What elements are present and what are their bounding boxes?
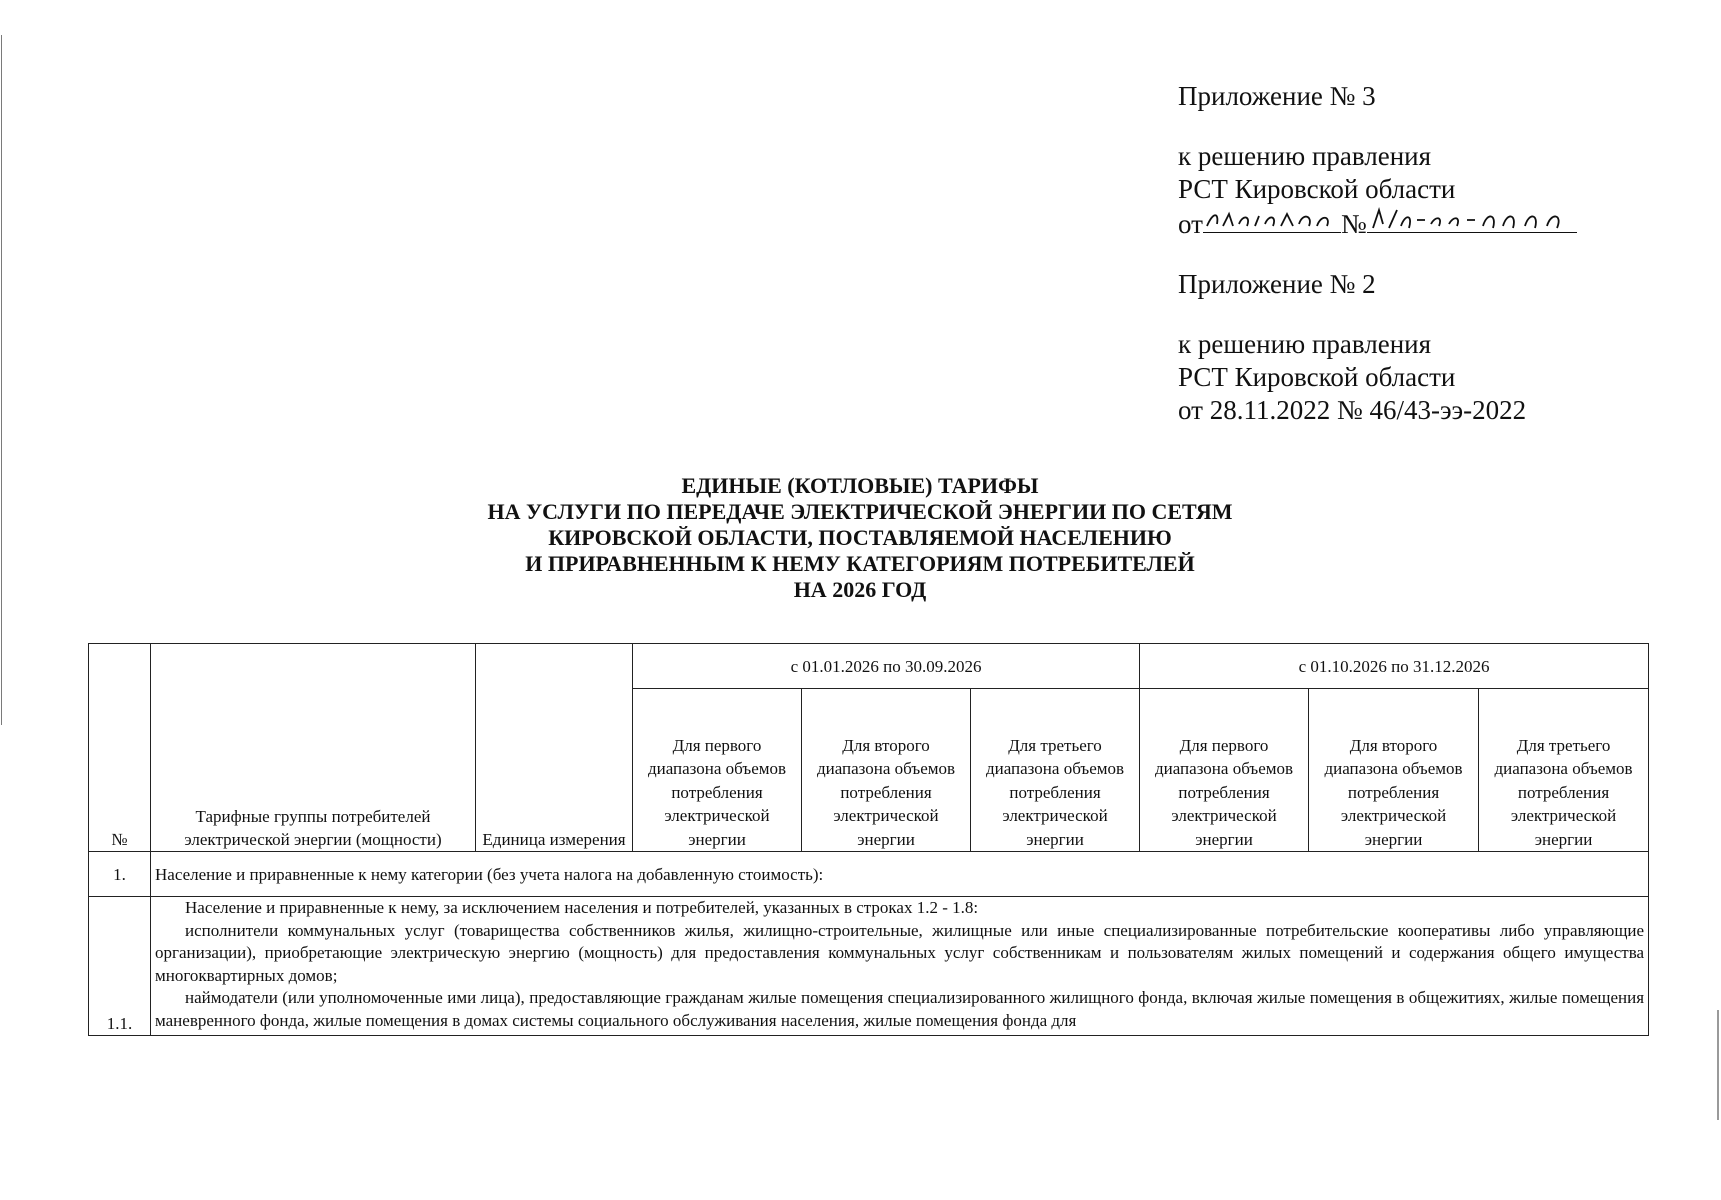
- handwritten-date-scribble: [1203, 204, 1341, 234]
- scan-edge-line: [1, 35, 2, 725]
- header-tariff-groups: Тарифные группы потребителей электрической энергии (мощности): [151, 644, 476, 852]
- document-title: [330, 473, 1390, 603]
- header-row-periods: [89, 644, 1649, 689]
- header-p1-range-2: Для второго диапазона объемов потребления электрической энергии: [802, 689, 971, 852]
- row-number: 1.: [89, 852, 151, 897]
- handwritten-number: [1367, 206, 1577, 233]
- appendix-3-line2: РСТ Кировской области: [1178, 174, 1456, 204]
- handwritten-number-scribble: [1367, 204, 1577, 234]
- title-line-5: НА 2026 ГОД: [793, 577, 927, 602]
- row-paragraph: Население и приравненные к нему, за исключением населения и потребителей, указанных в строках 1.2 - 1.8:: [185, 898, 979, 917]
- row-paragraph: исполнители коммунальных услуг (товарищества собственников жилья, жилищно-строительные, жилищные или иные специализированные потребительские кооперативы либо управляющие организации), приобретающие электрическую энергию (мощность) для предоставления коммунальных услуг собственникам и пользователям жилых помещений и содержания общего имущества многоквартирных домов;: [155, 920, 1645, 985]
- appendix-2-line1: к решению правления: [1178, 329, 1432, 359]
- header-unit: Единица измерения: [476, 644, 633, 852]
- scan-edge-mark: [1717, 1010, 1719, 1120]
- appendix-2-heading: Приложение № 2: [1178, 269, 1376, 299]
- title-line-4: И ПРИРАВНЕННЫМ К НЕМУ КАТЕГОРИЯМ ПОТРЕБИТЕЛЕЙ: [525, 551, 1195, 576]
- header-p1-range-1: Для первого диапазона объемов потребления электрической энергии: [633, 689, 802, 852]
- row-text: Население и приравненные к нему категории (без учета налога на добавленную стоимость):: [151, 852, 1649, 897]
- table-row: [89, 852, 1649, 897]
- title-line-1: ЕДИНЫЕ (КОТЛОВЫЕ) ТАРИФЫ: [681, 473, 1039, 498]
- table-row: [89, 897, 1649, 1036]
- appendix-2-line2: РСТ Кировской области: [1178, 362, 1456, 392]
- row-number: 1.1.: [89, 897, 151, 1036]
- row-paragraph: наймодатели (или уполномоченные ими лица), предоставляющие гражданам жилые помещения специализированного жилищного фонда, включая жилые помещения в общежитиях, жилые помещения маневренного фонда, жилые помещения в домах системы социального обслуживания населения, жилые помещения фонда для: [155, 988, 1645, 1030]
- header-number: №: [89, 644, 151, 852]
- header-period-2: с 01.10.2026 по 31.12.2026: [1140, 644, 1649, 689]
- header-period-1: с 01.01.2026 по 30.09.2026: [633, 644, 1140, 689]
- row-long-text: [151, 897, 1649, 1036]
- appendix-3-signature-line: [1178, 206, 1577, 241]
- header-p1-range-3: Для третьего диапазона объемов потребления электрической энергии: [971, 689, 1140, 852]
- handwritten-date: [1203, 206, 1341, 233]
- tariff-table: [88, 643, 1649, 1036]
- header-p2-range-1: Для первого диапазона объемов потребления электрической энергии: [1140, 689, 1309, 852]
- appendix-3-line1: к решению правления: [1178, 141, 1432, 171]
- appendix-2-line3: от 28.11.2022 № 46/43-ээ-2022: [1178, 395, 1527, 425]
- number-sign: №: [1340, 209, 1367, 239]
- appendix-block: [1178, 80, 1577, 427]
- header-p2-range-2: Для второго диапазона объемов потребления электрической энергии: [1309, 689, 1479, 852]
- title-line-2: НА УСЛУГИ ПО ПЕРЕДАЧЕ ЭЛЕКТРИЧЕСКОЙ ЭНЕРГИИ ПО СЕТЯМ: [487, 499, 1233, 524]
- date-prefix: от: [1178, 209, 1203, 239]
- header-p2-range-3: Для третьего диапазона объемов потребления электрической энергии: [1479, 689, 1649, 852]
- appendix-3-heading: Приложение № 3: [1178, 81, 1376, 111]
- title-line-3: КИРОВСКОЙ ОБЛАСТИ, ПОСТАВЛЯЕМОЙ НАСЕЛЕНИЮ: [548, 525, 1172, 550]
